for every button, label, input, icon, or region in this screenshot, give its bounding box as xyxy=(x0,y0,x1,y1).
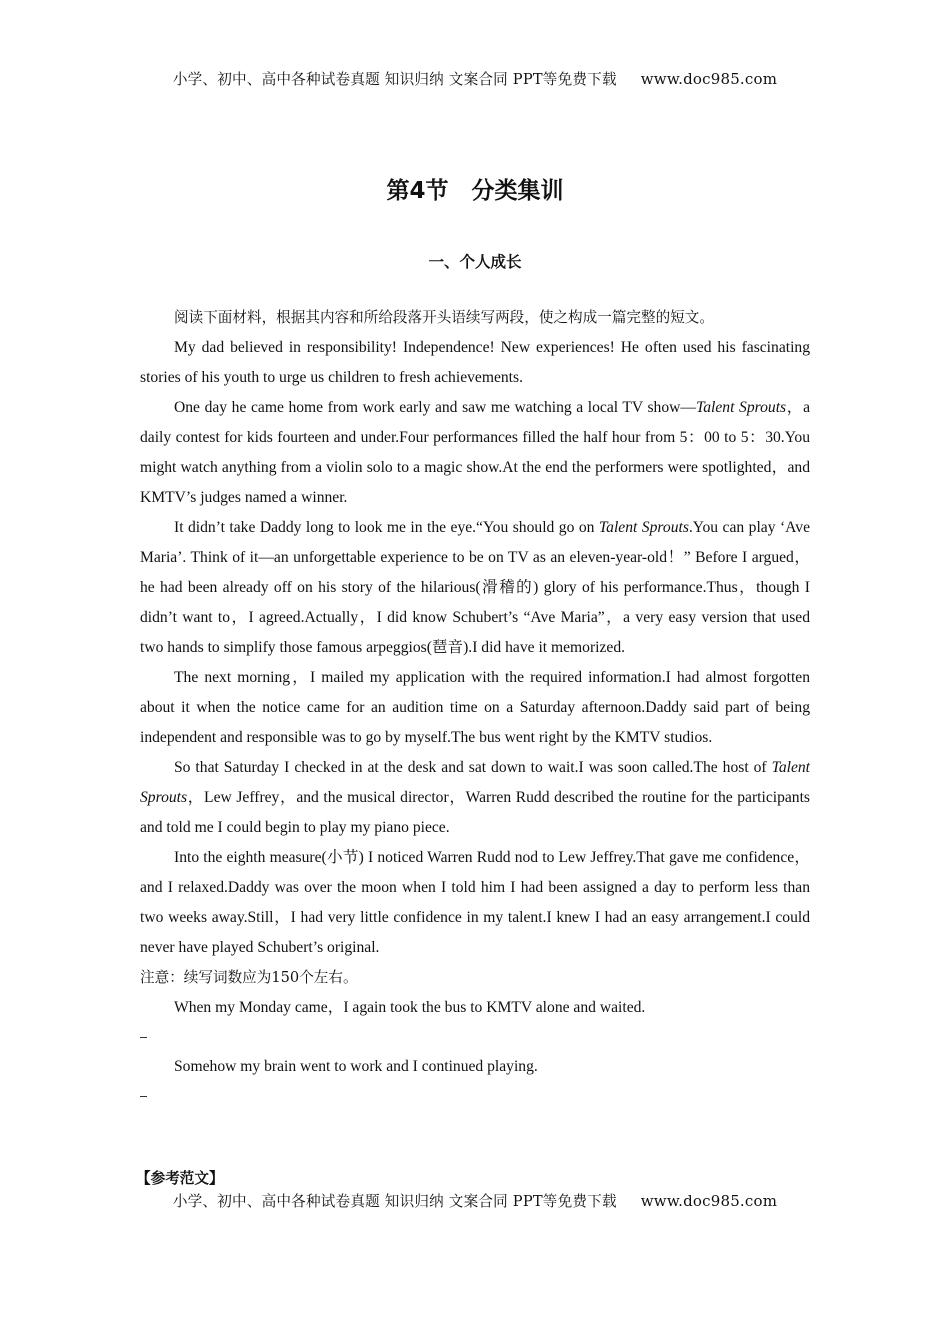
paragraph-5 xyxy=(140,753,810,843)
paragraph-2 xyxy=(140,393,810,513)
p3-show-title: Talent Sprouts xyxy=(598,519,689,536)
instruction: 阅读下面材料，根据其内容和所给段落开头语续写两段，使之构成一篇完整的短文。 xyxy=(174,309,714,326)
p5-text-b: ，Lew Jeffrey，and the musical director，Warren Rudd described the routine for the participants and told me I could begin to play my piano piece. xyxy=(140,789,810,836)
answer-blank-2[interactable] xyxy=(140,1082,810,1111)
p2-text-a: One day he came home from work early and saw me watching a local TV show— xyxy=(174,399,697,416)
note: 注意：续写词数应为150个左右。 xyxy=(140,969,358,986)
answer-blank-1[interactable] xyxy=(140,1023,810,1052)
paragraph-1: My dad believed in responsibility! Independence! New experiences! He often used his fascinating stories of his youth to urge us children to fresh achievements. xyxy=(140,339,810,386)
reference-heading: 【参考范文】 xyxy=(136,1170,224,1187)
page-header xyxy=(0,68,950,89)
header-text: 小学、初中、高中各种试卷真题 知识归纳 文案合同 PPT等免费下载 xyxy=(172,71,617,88)
page-title: 第4节 分类集训 xyxy=(386,178,564,204)
p5-show-title: Talent Sprouts xyxy=(140,759,810,806)
continuation-start-2: Somehow my brain went to work and I continued playing. xyxy=(174,1058,538,1075)
footer-text: 小学、初中、高中各种试卷真题 知识归纳 文案合同 PPT等免费下载 xyxy=(172,1193,617,1210)
paragraph-4: The next morning，I mailed my application with the required information.I had almost forgotten about it when the notice came for an audition time on a Saturday afternoon.Daddy said part of being independent and responsible was to go by myself.The bus went right by the KMTV studios. xyxy=(140,669,810,746)
p5-text-a: So that Saturday I checked in at the desk and sat down to wait.I was soon called.The host of xyxy=(174,759,772,776)
page-footer xyxy=(0,1190,950,1211)
paragraph-6: Into the eighth measure(小节) I noticed Warren Rudd nod to Lew Jeffrey.That gave me confidence，and I relaxed.Daddy was over the moon when I told him I had been assigned a day to perform less than two weeks away.Still，I had very little confidence in my talent.I knew I had an easy arrangement.I could never have played Schubert’s original. xyxy=(140,849,810,956)
paragraph-3 xyxy=(140,513,810,663)
article-body xyxy=(140,303,810,1111)
header-url[interactable]: www.doc985.com xyxy=(640,70,778,88)
p3-text-b: .You can play ‘Ave Maria’. Think of it—an unforgettable experience to be on TV as an eleven-year-old！” Before I argued，he had been already off on his story of the hilarious(滑稽的) glory of his performance.Thus，though I didn’t want to，I agreed.Actually，I did know Schubert’s “Ave Maria”，a very easy version that used two hands to simplify those famous arpeggios(琶音).I did have it memorized. xyxy=(140,519,810,656)
continuation-start-1: When my Monday came，I again took the bus to KMTV alone and waited. xyxy=(174,999,646,1016)
p2-text-b: ，a daily contest for kids fourteen and under.Four performances filled the half hour from 5：00 to 5：30.You might watch anything from a violin solo to a magic show.At the end the performers were spotlighted，and KMTV’s judges named a winner. xyxy=(140,399,810,506)
section-heading: 一、个人成长 xyxy=(428,253,522,271)
p3-text-a: It didn’t take Daddy long to look me in the eye.“You should go on xyxy=(174,519,599,536)
p2-show-title: Talent Sprouts xyxy=(696,399,787,416)
footer-url[interactable]: www.doc985.com xyxy=(640,1192,778,1210)
